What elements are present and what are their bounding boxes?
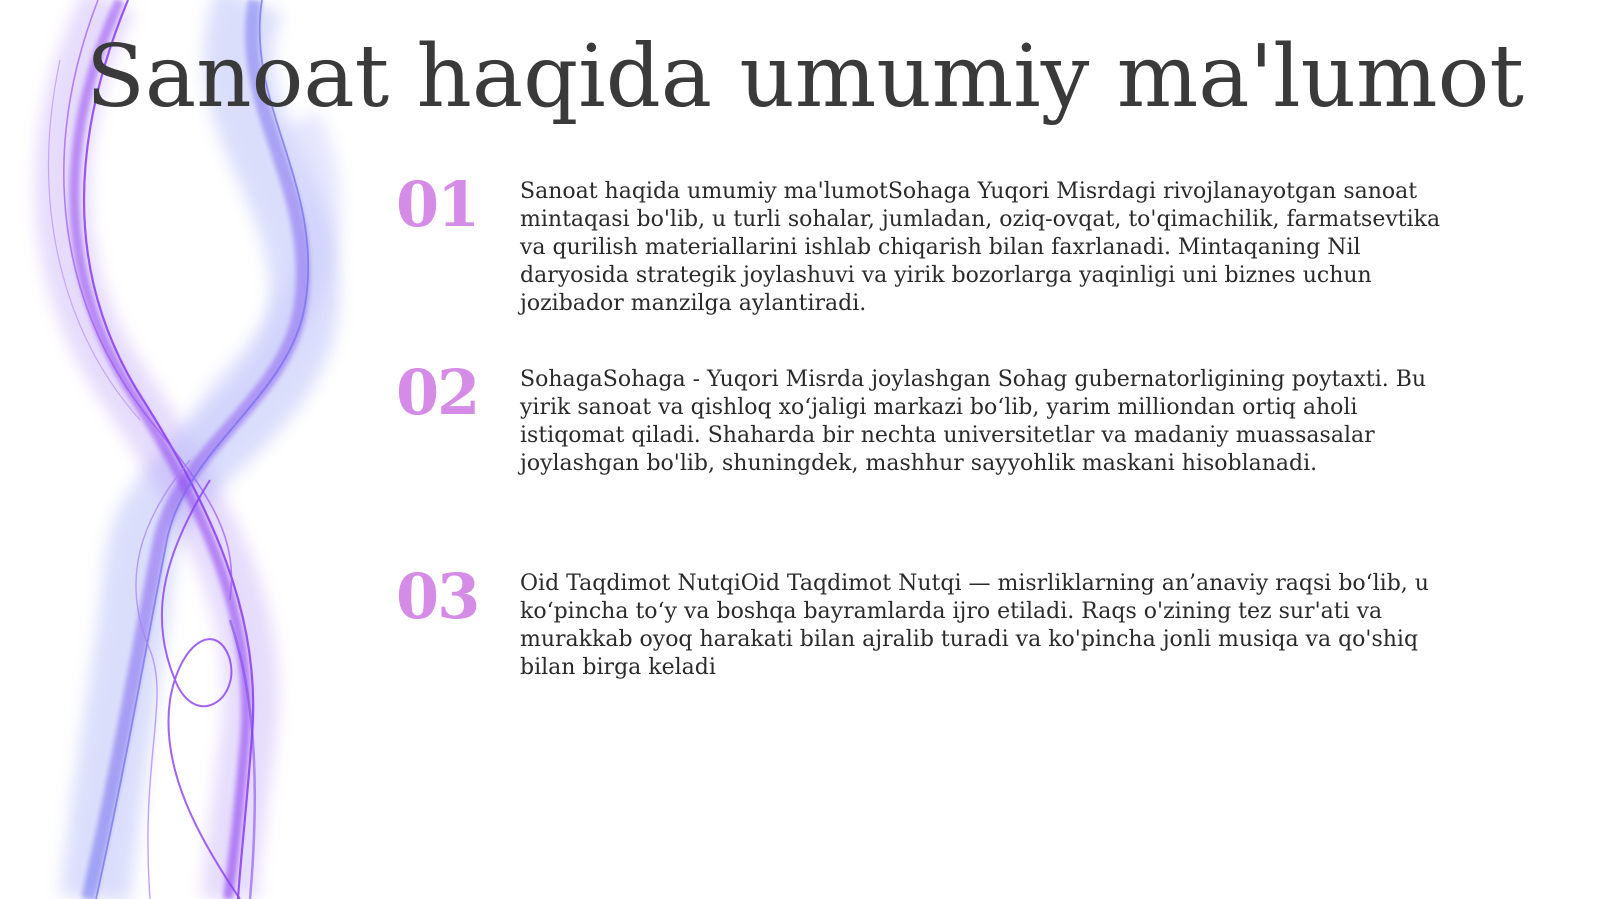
item-number: 02 <box>396 356 479 429</box>
slide-title: Sanoat haqida umumiy ma'lumot <box>86 27 1524 127</box>
item-number: 01 <box>396 168 479 241</box>
item-number: 03 <box>396 560 479 633</box>
purple-smoke-decoration <box>0 0 420 899</box>
item-text: SohagaSohaga - Yuqori Misrda joylashgan Sohag gubernatorligining poytaxti. Bu yirik sanoat va qishloq xo‘jaligi markazi bo‘lib, yarim milliondan ortiq aholi istiqomat qiladi. Shaharda bir nechta universitetlar va madaniy muassasalar joylashgan bo'lib, shuningdek, mashhur sayyohlik maskani hisoblanadi. <box>520 367 1427 476</box>
item-text: Sanoat haqida umumiy ma'lumotSohaga Yuqori Misrdagi rivojlanayotgan sanoat mintaqasi bo'lib, u turli sohalar, jumladan, oziq-ovqat, to'qimachilik, farmatsevtika va qurilish materiallarini ishlab chiqarish bilan faxrlanadi. Mintaqaning Nil daryosida strategik joylashuvi va yirik bozorlarga yaqinligi uni biznes uchun jozibador manzilga aylantiradi. <box>520 179 1441 316</box>
item-text: Oid Taqdimot NutqiOid Taqdimot Nutqi — misrliklarning an’anaviy raqsi bo‘lib, u ko‘pincha to‘y va boshqa bayramlarda ijro etiladi. Raqs o'zining tez sur'ati va murakkab oyoq harakati bilan ajralib turadi va ko'pincha jonli musiqa va qo'shiq bilan birga keladi <box>520 571 1429 680</box>
